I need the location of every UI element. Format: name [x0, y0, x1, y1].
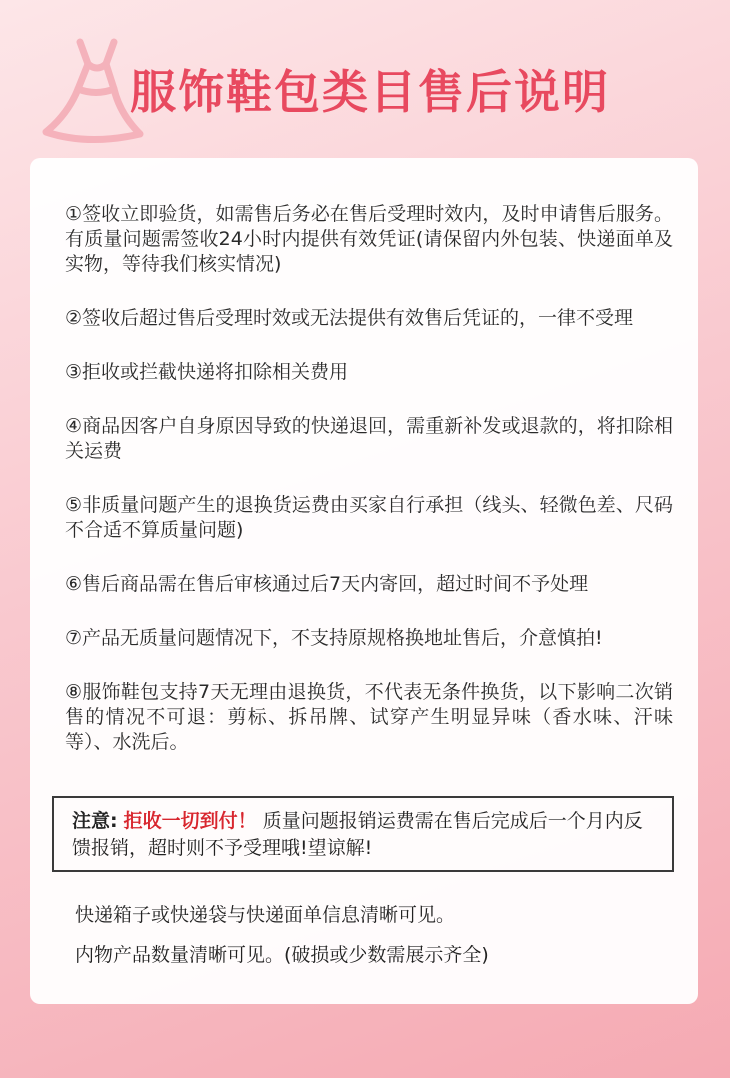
rule-item-2: ②签收后超过售后受理时效或无法提供有效售后凭证的，一律不受理: [65, 307, 634, 329]
tips-section: [75, 902, 675, 982]
notice-text: 质量问题报销运费需在售后完成后一个月内反馈报销，超时则不予受理哦!望谅解!: [72, 810, 643, 859]
notice-highlight: 拒收一切到付！: [123, 810, 257, 832]
rule-item-3: ③拒收或拦截快递将扣除相关费用: [65, 361, 349, 383]
notice-box: [52, 796, 674, 872]
rules-list: [65, 202, 673, 784]
rule-item-7: ⑦产品无质量问题情况下，不支持原规格换地址售后，介意慎拍!: [65, 627, 603, 649]
content-card: [30, 158, 698, 1004]
rule-item-8: ⑧服饰鞋包支持7天无理由退换货，不代表无条件换货，以下影响二次销售的情况不可退：剪标、拆吊牌、试穿产生明显异味（香水味、汗味等）、水洗后。: [65, 681, 673, 753]
page-title: 服饰鞋包类目售后说明: [130, 65, 610, 119]
rule-item-4: ④商品因客户自身原因导致的快递退回，需重新补发或退款的，将扣除相关运费: [65, 415, 673, 462]
notice-label: 注意:: [72, 810, 118, 832]
tip-item-2: 内物产品数量清晰可见。(破损或少数需展示齐全): [75, 944, 489, 966]
rule-item-5: ⑤非质量问题产生的退换货运费由买家自行承担（线头、轻微色差、尺码不合适不算质量问题): [65, 494, 673, 541]
rule-item-6: ⑥售后商品需在售后审核通过后7天内寄回，超过时间不予处理: [65, 573, 589, 595]
tip-item-1: 快递箱子或快递袋与快递面单信息清晰可见。: [75, 904, 456, 926]
rule-item-1: ①签收立即验货，如需售后务必在售后受理时效内，及时申请售后服务。有质量问题需签收24小时内提供有效凭证(请保留内外包装、快递面单及实物，等待我们核实情况): [65, 203, 673, 275]
